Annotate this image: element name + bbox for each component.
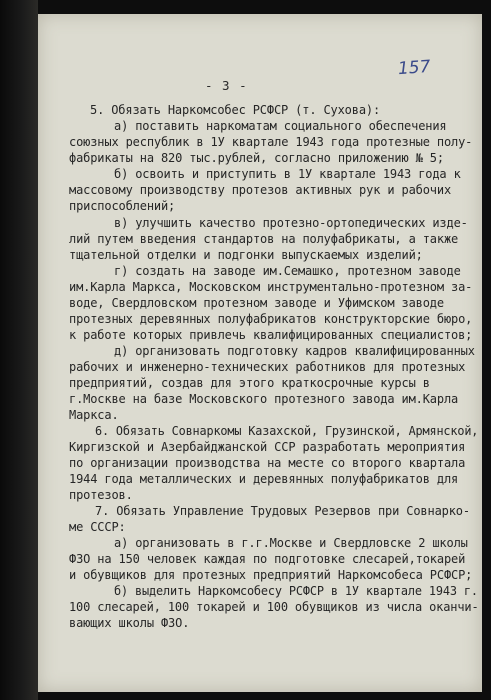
text-line: 6. Обязать Совнаркомы Казахской, Грузинской, Армянской, [95,424,479,438]
text-line: воде, Свердловском протезном заводе и Уфимском заводе [69,296,444,310]
text-line: ФЗО на 150 человек каждая по подготовке слесарей,токарей [69,552,466,566]
text-line: а) поставить наркоматам социального обеспечения [114,119,447,133]
text-line: г.Москве на базе Московского протезного завода им.Карла [69,392,459,406]
text-line: массовому производству протезов активных рук и рабочих [69,183,452,197]
text-line: лий путем введения стандартов на полуфабрикаты, а также [69,232,459,246]
folio-number: 157 [397,56,432,80]
text-line: к работе которых привлечь квалифицированных специалистов; [69,328,473,342]
text-line: тщательной отделки и подгонки выпускаемых изделий; [69,248,423,262]
text-line: г) создать на заводе им.Семашко, протезном заводе [114,264,461,278]
text-line: союзных республик в 1У квартале 1943 года протезные полу- [69,135,473,149]
text-line: Маркса. [69,408,119,422]
text-line: б) выделить Наркомсобесу РСФСР в 1У квартале 1943 г. [114,584,478,598]
text-line: б) освоить и приступить в 1У квартале 1943 года к [114,167,461,181]
text-line: вающих школы ФЗО. [69,616,190,630]
text-line: а) организовать в г.г.Москве и Свердловске 2 школы [114,536,468,550]
text-line: 100 слесарей, 100 токарей и 100 обувщиков из числа оканчи- [69,600,479,614]
text-line: и обувщиков для протезных предприятий Наркомсобеса РСФСР; [69,568,473,582]
text-line: протезных деревянных полуфабрикатов конструкторские бюро, [69,312,473,326]
text-line: протезов. [69,488,133,502]
text-line: в) улучшить качество протезно-ортопедических изде- [114,216,468,230]
text-line: приспособлений; [69,199,176,213]
text-line: фабрикаты на 820 тыс.рублей, согласно приложению № 5; [69,151,444,165]
text-line: рабочих и инженерно-технических работников для протезных [69,360,466,374]
text-line: по организации производства на месте со второго квартала [69,456,466,470]
text-line: 7. Обязать Управление Трудовых Резервов при Совнарко- [95,504,470,518]
text-line: д) организовать подготовку кадров квалифицированных [114,344,475,358]
text-line: предприятий, создав для этого краткосрочные курсы в [69,376,430,390]
text-line: ме СССР: [69,520,126,534]
page-number: - 3 - [205,78,248,93]
text-line: им.Карла Маркса, Московском инструментально-протезном за- [69,280,473,294]
text-line: Киргизской и Азербайджанской ССР разработать мероприятия [69,440,466,454]
text-line: 5. Обязать Наркомсобес РСФСР (т. Сухова): [90,103,381,117]
text-line: 1944 года металлических и деревянных полуфабрикатов для [69,472,459,486]
